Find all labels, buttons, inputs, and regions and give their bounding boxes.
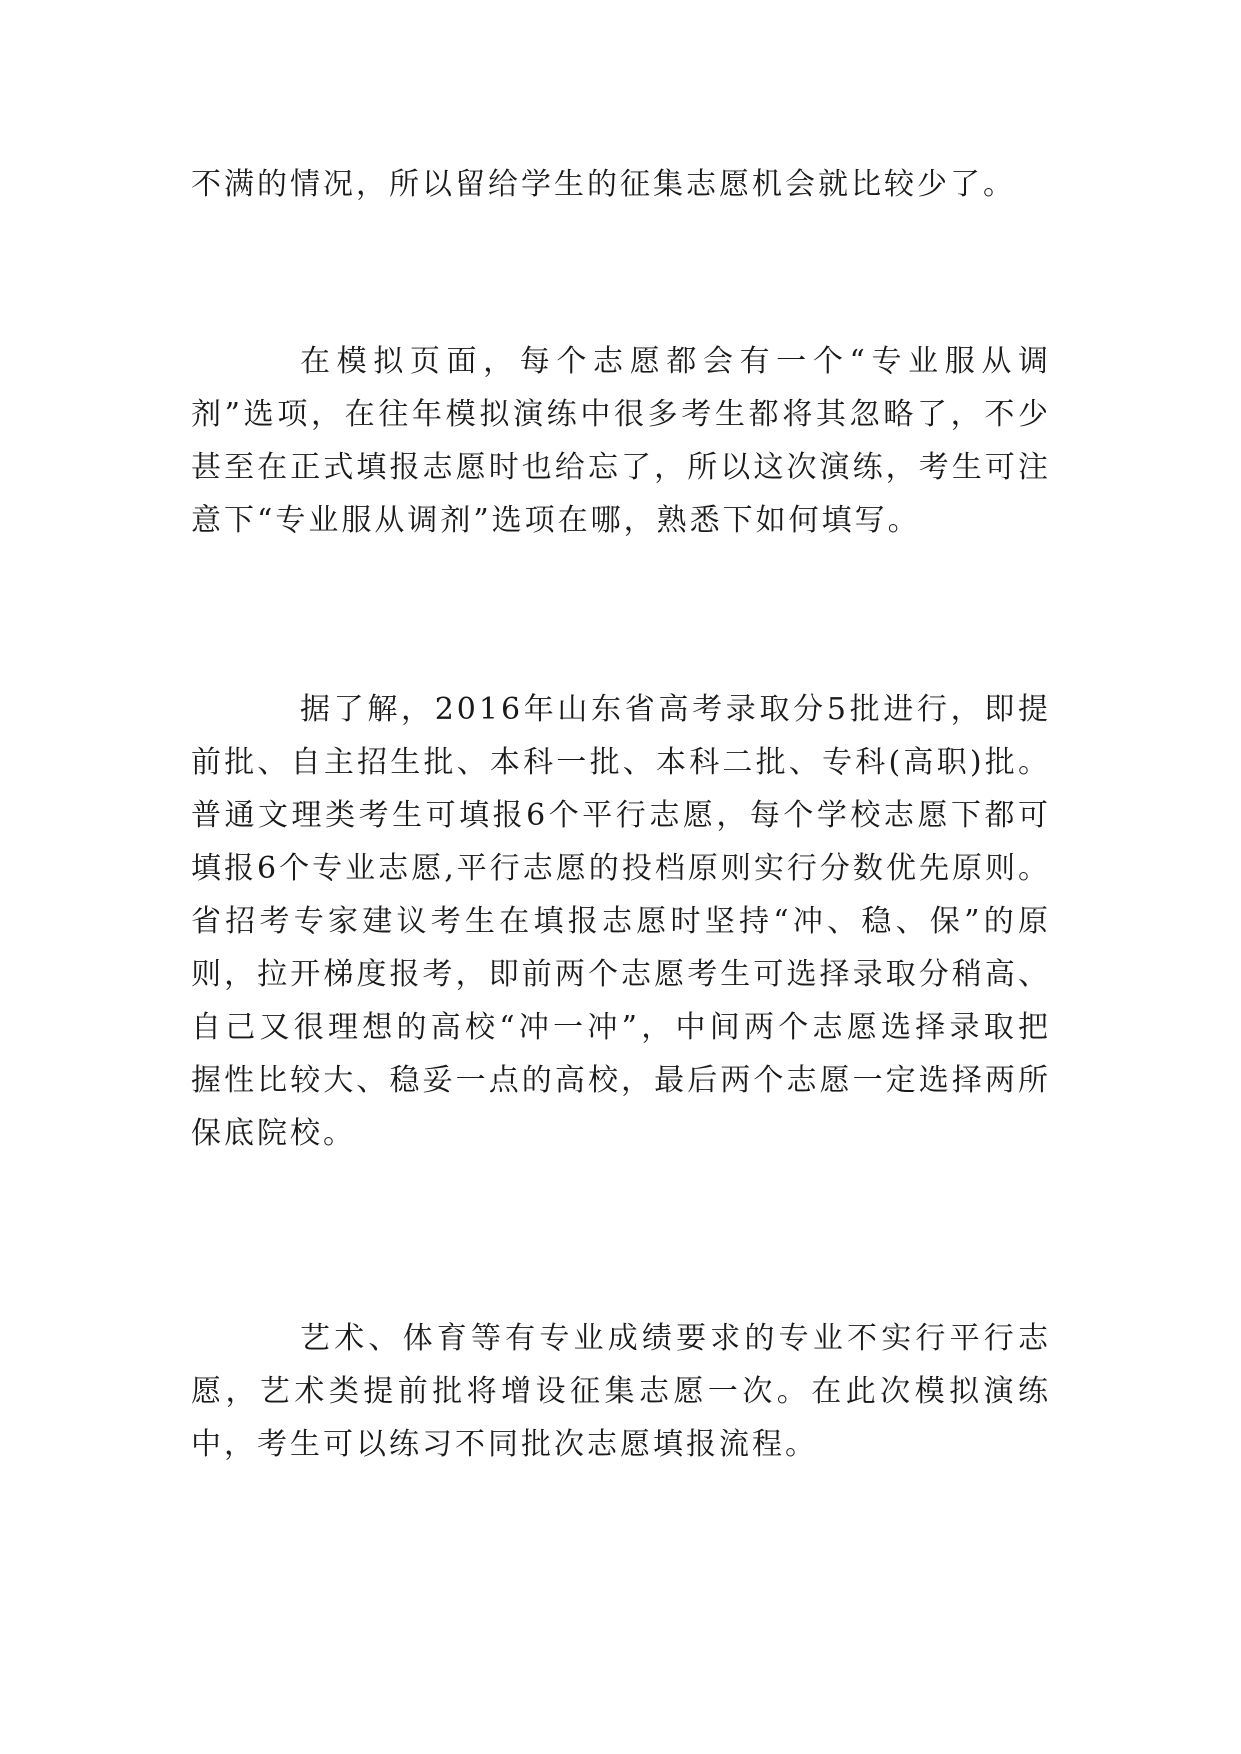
- paragraph-3: 据了解，2016年山东省高考录取分5批进行，即提前批、自主招生批、本科一批、本科二批、专科(高职)批。普通文理类考生可填报6个平行志愿，每个学校志愿下都可填报6个专业志愿,平行志愿的投档原则实行分数优先原则。省招考专家建议考生在填报志愿时坚持“冲、稳、保”的原则，拉开梯度报考，即前两个志愿考生可选择录取分稍高、自己又很理想的高校“冲一冲”，中间两个志愿选择录取把握性比较大、稳妥一点的高校，最后两个志愿一定选择两所保底院校。: [191, 692, 1051, 1151]
- paragraph-2: 在模拟页面，每个志愿都会有一个“专业服从调剂”选项，在往年模拟演练中很多考生都将其忽略了，不少甚至在正式填报志愿时也给忘了，所以这次演练，考生可注意下“专业服从调剂”选项在哪，熟悉下如何填写。: [191, 344, 1051, 538]
- paragraph-4: 艺术、体育等有专业成绩要求的专业不实行平行志愿，艺术类提前批将增设征集志愿一次。在此次模拟演练中，考生可以练习不同批次志愿填报流程。: [191, 1321, 1051, 1462]
- paragraph-1: 不满的情况，所以留给学生的征集志愿机会就比较少了。: [191, 167, 1016, 202]
